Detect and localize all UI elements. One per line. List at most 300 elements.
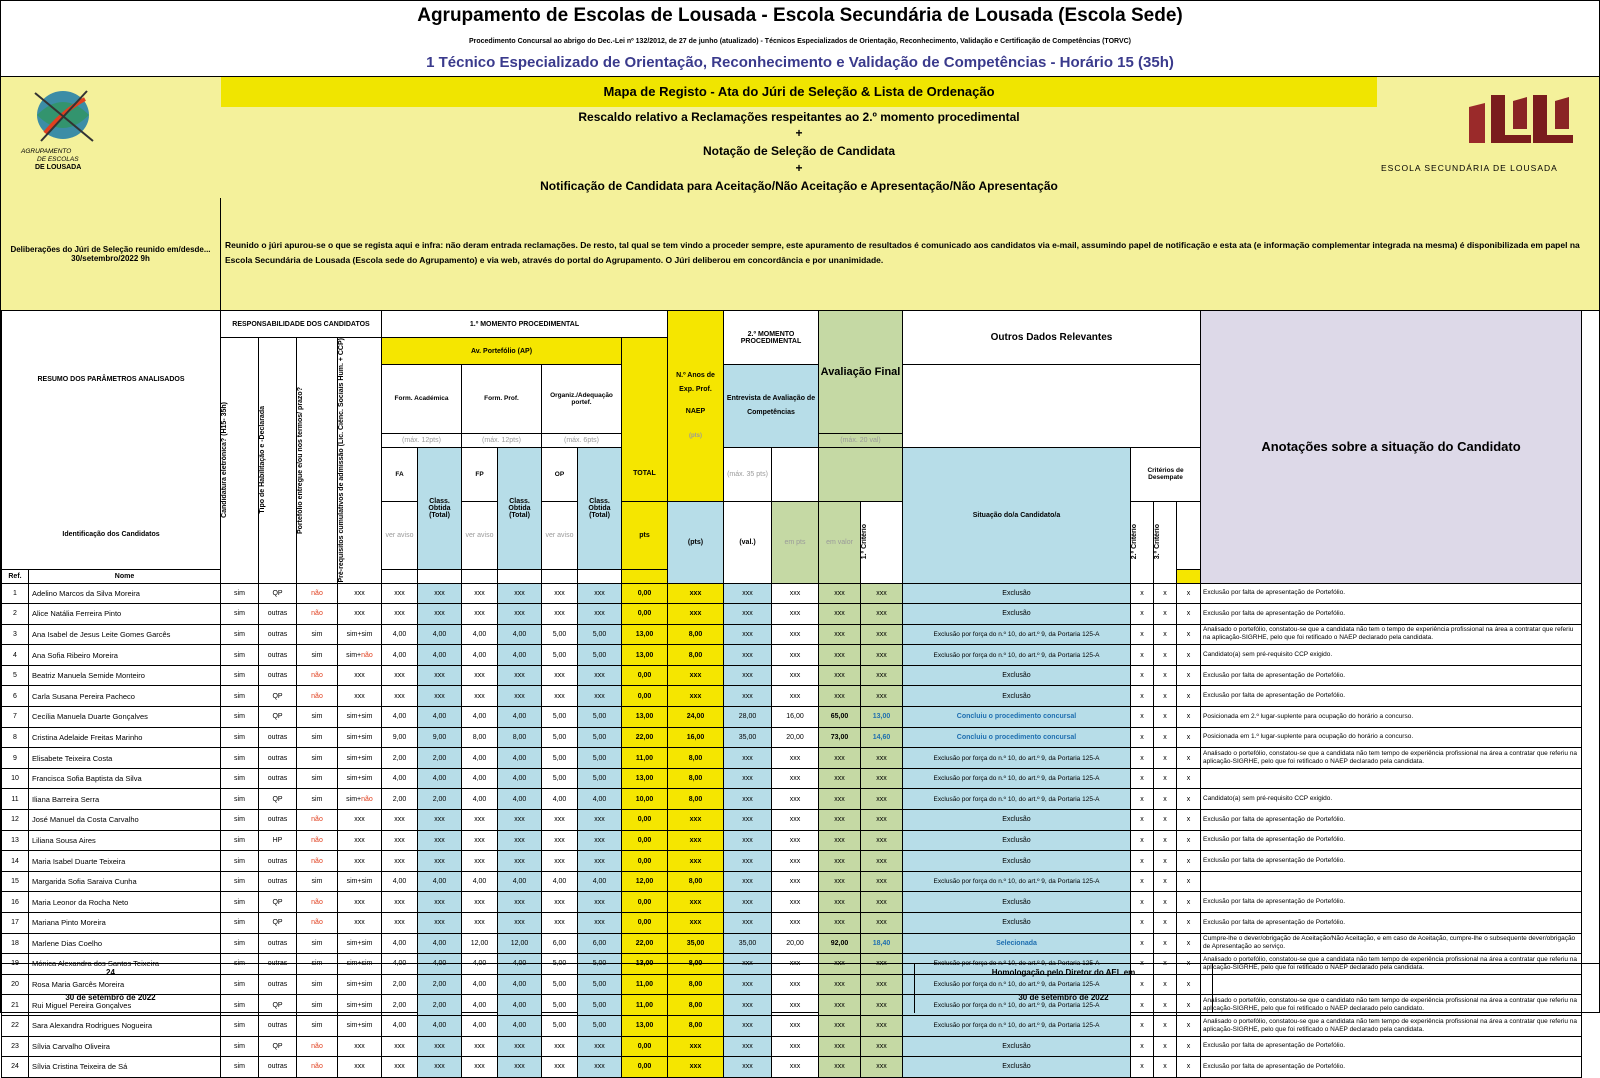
ref-cell: 10 <box>2 768 29 789</box>
footer-count: 24 <box>106 968 115 977</box>
tipo-cell: HP <box>259 830 297 851</box>
fa-cell: xxx <box>382 892 418 913</box>
fp-class-cell: 4,00 <box>498 1015 542 1036</box>
final-pts-cell: 73,00 <box>819 727 861 748</box>
portfolio-cell: não <box>297 913 338 934</box>
naep-cell: 35,00 <box>668 933 724 954</box>
final-val-cell: xxx <box>861 810 903 831</box>
op-class-cell: 5,00 <box>578 748 622 769</box>
cand-elec-cell: sim <box>221 665 259 686</box>
portfolio-cell: sim <box>297 768 338 789</box>
fa-class-cell: xxx <box>418 830 462 851</box>
cand-elec-cell: sim <box>221 624 259 645</box>
cand-elec-cell: sim <box>221 871 259 892</box>
naep-cell: 8,00 <box>668 748 724 769</box>
fp-cell: xxx <box>462 1036 498 1057</box>
c1-cell: x <box>1131 913 1154 934</box>
final-pts-cell: xxx <box>819 789 861 810</box>
situacao-cell: Exclusão <box>903 810 1131 831</box>
final-pts-cell: xxx <box>819 810 861 831</box>
c2-cell: x <box>1154 933 1177 954</box>
fa-cell: 4,00 <box>382 933 418 954</box>
portfolio-cell: sim <box>297 871 338 892</box>
prereq-cell: sim+sim <box>338 707 382 728</box>
footer-left <box>1 964 221 1013</box>
op-aviso: ver aviso <box>542 501 578 569</box>
cand-elec-cell: sim <box>221 933 259 954</box>
portfolio-cell: sim <box>297 789 338 810</box>
fp-class-cell: xxx <box>498 830 542 851</box>
situacao-cell: Exclusão <box>903 1036 1131 1057</box>
total-cell: 13,00 <box>622 707 668 728</box>
c1-cell: x <box>1131 768 1154 789</box>
op-class-cell: 5,00 <box>578 727 622 748</box>
ent-val-cell: xxx <box>772 789 819 810</box>
footer-date-right: 30 de setembro de 2022 <box>1018 993 1109 1002</box>
fa-cell: 2,00 <box>382 748 418 769</box>
situacao-cell: Concluiu o procedimento concursal <box>903 727 1131 748</box>
anos-exp-label: N.º Anos de Exp. Prof. <box>676 371 715 393</box>
final-val-cell: 13,00 <box>861 707 903 728</box>
c3-cell: x <box>1177 810 1201 831</box>
ref-cell: 14 <box>2 851 29 872</box>
name-cell: Sara Alexandra Rodrigues Nogueira <box>29 1015 221 1036</box>
prereq-cell: xxx <box>338 583 382 604</box>
svg-text:AGRUPAMENTO: AGRUPAMENTO <box>21 148 72 155</box>
c3-cell: x <box>1177 665 1201 686</box>
table-row <box>2 892 1582 913</box>
cand-elec-cell: sim <box>221 892 259 913</box>
fp-cell: xxx <box>462 913 498 934</box>
situacao-cell: Exclusão <box>903 913 1131 934</box>
fp-blank <box>462 569 498 583</box>
table-row <box>2 604 1582 625</box>
name-cell: Maria Isabel Duarte Teixeira <box>29 851 221 872</box>
situacao-cell: Exclusão <box>903 583 1131 604</box>
anotacao-cell: Analisado o portefólio, constatou-se que o candidato não tem tempo de experiência profissional na área a contratar que referiu na aplicação-SIGRHE, pelo que foi retificado o NAEP declarado pelo candidato. <box>1201 995 1582 1016</box>
total-cell: 0,00 <box>622 810 668 831</box>
ref-cell: 8 <box>2 727 29 748</box>
ent-pts-cell: xxx <box>724 810 772 831</box>
opc-blank <box>578 569 622 583</box>
c1-cell: x <box>1131 810 1154 831</box>
ent-pts-cell: xxx <box>724 892 772 913</box>
naep-cell: xxx <box>668 583 724 604</box>
portfolio-cell: não <box>297 665 338 686</box>
prereq-cell: xxx <box>338 604 382 625</box>
fp-header: FP <box>462 447 498 501</box>
ent-val-header: (val.) <box>724 501 772 583</box>
anotacao-cell: Exclusão por falta de apresentação de Portefólio. <box>1201 913 1582 934</box>
situacao-cell: Exclusão por força do n.º 10, do art.º 9, da Portaria 125-A <box>903 995 1131 1016</box>
total-header: TOTAL <box>622 447 668 501</box>
cand-elec-cell: sim <box>221 830 259 851</box>
op-class-cell: xxx <box>578 1036 622 1057</box>
momento1-header: 1.º MOMENTO PROCEDIMENTAL <box>382 311 668 338</box>
ent-val-cell: xxx <box>772 995 819 1016</box>
op-class-cell: xxx <box>578 851 622 872</box>
table-row <box>2 624 1582 645</box>
situacao-cell: Exclusão por força do n.º 10, do art.º 9, da Portaria 125-A <box>903 748 1131 769</box>
situacao-cell: Exclusão por força do n.º 10, do art.º 9, da Portaria 125-A <box>903 871 1131 892</box>
final-pts-cell: xxx <box>819 768 861 789</box>
final-val-cell: xxx <box>861 604 903 625</box>
total-cell: 22,00 <box>622 727 668 748</box>
situacao-cell: Concluiu o procedimento concursal <box>903 707 1131 728</box>
anotacao-cell: Analisado o portefólio, constatou-se que a candidata não tem o tempo de experiência profissional na área a contratar que referiu na aplicação-SIGRHE, pelo que foi retificado o NAEP declarado pela candidata. <box>1201 624 1582 645</box>
situacao-cell: Selecionada <box>903 933 1131 954</box>
final-pts-cell: xxx <box>819 974 861 995</box>
title-band <box>1 1 1599 76</box>
fp-class-cell: 4,00 <box>498 707 542 728</box>
ref-cell: 3 <box>2 624 29 645</box>
ent-pts-cell: xxx <box>724 624 772 645</box>
fa-cell: 4,00 <box>382 768 418 789</box>
fa-class-cell: 9,00 <box>418 727 462 748</box>
fp-class-cell: xxx <box>498 810 542 831</box>
anotacao-cell: Exclusão por falta de apresentação de Portefólio. <box>1201 810 1582 831</box>
naep-cell: 8,00 <box>668 624 724 645</box>
c2-cell: x <box>1154 686 1177 707</box>
notificacao-line: Notificação de Candidata para Aceitação/Não Aceitação e Apresentação/Não Apresentação <box>540 179 1058 193</box>
anotacao-cell: Exclusão por falta de apresentação de Portefólio. <box>1201 583 1582 604</box>
fp-cell: 4,00 <box>462 789 498 810</box>
tipo-cell: QP <box>259 892 297 913</box>
table-row <box>2 830 1582 851</box>
ent-pts-cell: xxx <box>724 830 772 851</box>
ref-cell: 21 <box>2 995 29 1016</box>
ref-cell: 20 <box>2 974 29 995</box>
op-class-cell: xxx <box>578 892 622 913</box>
final-val-cell: xxx <box>861 1036 903 1057</box>
fa-cell: 4,00 <box>382 954 418 975</box>
fa-cell: xxx <box>382 686 418 707</box>
prereq-cell: sim+sim <box>338 974 382 995</box>
anotacao-cell: Posicionada em 1.º lugar-suplente para ocupação do horário a concurso. <box>1201 727 1582 748</box>
ent-pts-cell: xxx <box>724 1015 772 1036</box>
av-portfolio-header: Av. Portefólio (AP) <box>382 338 622 365</box>
fpc-blank <box>498 569 542 583</box>
anotacao-cell: Candidato(a) sem pré-requisito CCP exigido. <box>1201 645 1582 666</box>
naep-label: NAEP <box>685 407 706 415</box>
ent-pts-cell: xxx <box>724 871 772 892</box>
final-pts-cell: xxx <box>819 583 861 604</box>
c2-cell: x <box>1154 830 1177 851</box>
situacao-cell: Exclusão <box>903 851 1131 872</box>
c3-cell: x <box>1177 871 1201 892</box>
fa-class-cell: xxx <box>418 665 462 686</box>
fp-cell: 4,00 <box>462 707 498 728</box>
fp-class-cell: xxx <box>498 686 542 707</box>
c2-cell: x <box>1154 1015 1177 1036</box>
fa-class-cell: xxx <box>418 851 462 872</box>
c3-cell: x <box>1177 645 1201 666</box>
c2-cell: x <box>1154 995 1177 1016</box>
fp-class-cell: xxx <box>498 1036 542 1057</box>
ent-pts-cell: xxx <box>724 995 772 1016</box>
mapa-title: Mapa de Registo - Ata do Júri de Seleção & Lista de Ordenação <box>221 77 1377 107</box>
c3-cell: x <box>1177 768 1201 789</box>
prereq-cell: sim+sim <box>338 748 382 769</box>
fa-class-cell: xxx <box>418 686 462 707</box>
position-line: 1 Técnico Especializado de Orientação, Reconhecimento e Validação de Competências - Horário 15 (35h) <box>426 54 1174 71</box>
c2-cell: x <box>1154 954 1177 975</box>
portfolio-cell: não <box>297 1036 338 1057</box>
agrupamento-logo <box>15 81 105 176</box>
final-val-cell: xxx <box>861 851 903 872</box>
fp-cell: 12,00 <box>462 933 498 954</box>
ent-val-cell: xxx <box>772 1057 819 1078</box>
ent-val-cell: xxx <box>772 830 819 851</box>
fa-class-cell: 2,00 <box>418 995 462 1016</box>
op-class-cell: 5,00 <box>578 707 622 728</box>
prereq-cell: sim+sim <box>338 995 382 1016</box>
situacao-cell: Exclusão <box>903 830 1131 851</box>
c3-cell: x <box>1177 995 1201 1016</box>
nome-header: Nome <box>29 569 221 583</box>
ent-pts-cell: xxx <box>724 789 772 810</box>
max6-label: (máx. 6pts) <box>542 433 622 447</box>
table-row <box>2 871 1582 892</box>
name-cell: Iliana Barreira Serra <box>29 789 221 810</box>
op-cell: 4,00 <box>542 789 578 810</box>
c3-cell: x <box>1177 604 1201 625</box>
op-cell: 5,00 <box>542 748 578 769</box>
ent-val-cell: xxx <box>772 768 819 789</box>
document-title: Agrupamento de Escolas de Lousada - Escola Secundária de Lousada (Escola Sede) <box>417 5 1183 26</box>
fp-class-cell: 4,00 <box>498 645 542 666</box>
c2-cell: x <box>1154 871 1177 892</box>
portfolio-cell: não <box>297 583 338 604</box>
form-prof-header: Form. Prof. <box>462 365 542 434</box>
fa-class-cell: xxx <box>418 892 462 913</box>
c1-cell: x <box>1131 665 1154 686</box>
ent-val-cell: xxx <box>772 913 819 934</box>
cand-elec-cell: sim <box>221 768 259 789</box>
fp-class-cell: 4,00 <box>498 871 542 892</box>
ent-pts-cell: xxx <box>724 1057 772 1078</box>
portfolio-cell: sim <box>297 974 338 995</box>
c2-cell: x <box>1154 789 1177 810</box>
c3-header: 3.º Critério <box>1154 501 1177 583</box>
c2-cell: x <box>1154 1057 1177 1078</box>
anotacao-cell: Exclusão por falta de apresentação de Portefólio. <box>1201 830 1582 851</box>
ref-cell: 17 <box>2 913 29 934</box>
naep-cell: 8,00 <box>668 789 724 810</box>
portfolio-cell: não <box>297 810 338 831</box>
fp-aviso: ver aviso <box>462 501 498 569</box>
portfolio-cell: sim <box>297 995 338 1016</box>
resumo-header: RESUMO DOS PARÂMETROS ANALISADOS <box>2 311 221 448</box>
prereq-cell: xxx <box>338 851 382 872</box>
cand-elec-header: Candidatura eletrónica? (H15- 35h) <box>221 338 259 584</box>
op-cell: xxx <box>542 1057 578 1078</box>
portfolio-cell: sim <box>297 707 338 728</box>
svg-text:DE ESCOLAS: DE ESCOLAS <box>37 156 79 163</box>
fp-class-cell: 12,00 <box>498 933 542 954</box>
name-cell: Beatriz Manuela Semide Monteiro <box>29 665 221 686</box>
fa-class-cell: 4,00 <box>418 645 462 666</box>
total-cell: 0,00 <box>622 892 668 913</box>
anotacao-cell: Cumpre-lhe o dever/obrigação de Aceitação/Não Aceitação, e em caso de Aceitação, cumpre-lhe o subsequente dever/obrigação de Apresentação ao serviço. <box>1201 933 1582 954</box>
anotacao-cell: Exclusão por falta de apresentação de Portefólio. <box>1201 892 1582 913</box>
c1-cell: x <box>1131 974 1154 995</box>
op-cell: 5,00 <box>542 954 578 975</box>
ent-pts-cell: 28,00 <box>724 707 772 728</box>
c1-cell: x <box>1131 645 1154 666</box>
final-pts-cell: xxx <box>819 645 861 666</box>
final-val-cell: xxx <box>861 789 903 810</box>
tipo-cell: QP <box>259 995 297 1016</box>
final-pts-cell: xxx <box>819 913 861 934</box>
prereq-cell: sim+sim <box>338 954 382 975</box>
name-cell: Ana Sofia Ribeiro Moreira <box>29 645 221 666</box>
ent-pts-cell: xxx <box>724 913 772 934</box>
name-cell: Mónica Alexandra dos Santos Teixeira <box>29 954 221 975</box>
svg-text:DE LOUSADA: DE LOUSADA <box>35 164 82 171</box>
final-val-cell: xxx <box>861 686 903 707</box>
em-valor-header: em valor <box>819 501 861 583</box>
ent-val-cell: xxx <box>772 665 819 686</box>
portfolio-cell: sim <box>297 748 338 769</box>
responsabilidade-header: RESPONSABILIDADE DOS CANDIDATOS <box>221 311 382 338</box>
tipo-cell: outras <box>259 624 297 645</box>
op-class-header: Class. Obtida (Total) <box>578 447 622 569</box>
max35-label: (máx. 35 pts) <box>724 447 772 501</box>
ent-pts-cell: xxx <box>724 1036 772 1057</box>
fa-aviso: ver aviso <box>382 501 418 569</box>
final-val-cell: xxx <box>861 913 903 934</box>
table-row <box>2 1015 1582 1036</box>
tipo-cell: outras <box>259 974 297 995</box>
final-val-cell: 18,40 <box>861 933 903 954</box>
situacao-cell: Exclusão <box>903 892 1131 913</box>
op-class-cell: xxx <box>578 665 622 686</box>
final-val-cell: xxx <box>861 1015 903 1036</box>
c1-cell: x <box>1131 624 1154 645</box>
fa-class-cell: xxx <box>418 1036 462 1057</box>
situacao-cell: Exclusão por força do n.º 10, do art.º 9, da Portaria 125-A <box>903 1015 1131 1036</box>
naep-cell: xxx <box>668 604 724 625</box>
op-cell: 6,00 <box>542 933 578 954</box>
c2-cell: x <box>1154 851 1177 872</box>
prereq-cell: sim+não <box>338 789 382 810</box>
fa-class-cell: 2,00 <box>418 789 462 810</box>
fa-cell: 4,00 <box>382 871 418 892</box>
fa-class-cell: xxx <box>418 913 462 934</box>
final-val-cell: xxx <box>861 748 903 769</box>
final-pts-cell: 92,00 <box>819 933 861 954</box>
c3-cell: x <box>1177 727 1201 748</box>
ent-val-cell: xxx <box>772 810 819 831</box>
tipo-cell: outras <box>259 851 297 872</box>
ref-cell: 23 <box>2 1036 29 1057</box>
name-cell: Rui Miguel Pereira Gonçalves <box>29 995 221 1016</box>
anotacao-cell: Analisado o portefólio, constatou-se que a candidata não tem tempo de experiência profissional na área a contratar que referiu na aplicação-SIGRHE, pelo que foi retificado o NAEP declarado pela candidata. <box>1201 1015 1582 1036</box>
deliberacoes-section <box>1 198 1599 311</box>
prereq-cell: xxx <box>338 810 382 831</box>
total-cell: 11,00 <box>622 974 668 995</box>
final-val-cell: xxx <box>861 583 903 604</box>
deliberacoes-label <box>1 198 221 310</box>
table-row <box>2 645 1582 666</box>
anotacao-cell: Exclusão por falta de apresentação de Portefólio. <box>1201 851 1582 872</box>
situacao-cell: Exclusão por força do n.º 10, do art.º 9, da Portaria 125-A <box>903 954 1131 975</box>
total-cell: 0,00 <box>622 665 668 686</box>
c3-cell: x <box>1177 892 1201 913</box>
fp-cell: 4,00 <box>462 954 498 975</box>
tipo-cell: outras <box>259 954 297 975</box>
total-cell: 0,00 <box>622 604 668 625</box>
ent-val-cell: xxx <box>772 1015 819 1036</box>
yellow-band <box>1 76 1599 200</box>
tipo-cell: outras <box>259 604 297 625</box>
naep-unit: (pts) <box>689 432 702 439</box>
name-cell: Cecília Manuela Duarte Gonçalves <box>29 707 221 728</box>
tipo-cell: outras <box>259 748 297 769</box>
op-cell: xxx <box>542 810 578 831</box>
c2-cell: x <box>1154 707 1177 728</box>
ref-cell: 22 <box>2 1015 29 1036</box>
total-cell: 0,00 <box>622 830 668 851</box>
naep-cell: 8,00 <box>668 871 724 892</box>
ent-val-cell: xxx <box>772 974 819 995</box>
op-header: OP <box>542 447 578 501</box>
prereq-cell: sim+sim <box>338 1015 382 1036</box>
fa-class-cell: 4,00 <box>418 624 462 645</box>
op-class-cell: 5,00 <box>578 1015 622 1036</box>
fa-class-cell: xxx <box>418 810 462 831</box>
tipo-cell: QP <box>259 707 297 728</box>
plus-sign: + <box>795 126 803 140</box>
name-cell: Marlene Dias Coelho <box>29 933 221 954</box>
ent-pts-cell: xxx <box>724 768 772 789</box>
fa-class-cell: 4,00 <box>418 1015 462 1036</box>
fa-cell: xxx <box>382 583 418 604</box>
anotacao-cell: Exclusão por falta de apresentação de Portefólio. <box>1201 686 1582 707</box>
prereq-cell: sim+sim <box>338 727 382 748</box>
op-cell: xxx <box>542 913 578 934</box>
ref-cell: 16 <box>2 892 29 913</box>
fa-cell: xxx <box>382 1036 418 1057</box>
ent-val-cell: xxx <box>772 748 819 769</box>
ent-val-cell: xxx <box>772 954 819 975</box>
op-class-cell: 4,00 <box>578 789 622 810</box>
op-class-cell: xxx <box>578 604 622 625</box>
naep-cell: 16,00 <box>668 727 724 748</box>
anotacao-cell: Candidato(a) sem pré-requisito CCP exigido. <box>1201 789 1582 810</box>
total-cell: 10,00 <box>622 789 668 810</box>
fa-cell: 4,00 <box>382 645 418 666</box>
total-cell: 13,00 <box>622 624 668 645</box>
ref-cell: 18 <box>2 933 29 954</box>
ref-cell: 4 <box>2 645 29 666</box>
naep-cell: xxx <box>668 810 724 831</box>
name-cell: José Manuel da Costa Carvalho <box>29 810 221 831</box>
tipo-cell: outras <box>259 1015 297 1036</box>
op-blank <box>542 569 578 583</box>
portfolio-cell: sim <box>297 933 338 954</box>
outros-dados-header: Outros Dados Relevantes <box>903 311 1201 365</box>
op-class-cell: 5,00 <box>578 768 622 789</box>
op-cell: xxx <box>542 892 578 913</box>
ref-cell: 5 <box>2 665 29 686</box>
final-pts-cell: xxx <box>819 686 861 707</box>
naep-cell: xxx <box>668 1057 724 1078</box>
c3-cell: x <box>1177 830 1201 851</box>
fp-cell: 4,00 <box>462 624 498 645</box>
prereq-cell: sim+sim <box>338 768 382 789</box>
